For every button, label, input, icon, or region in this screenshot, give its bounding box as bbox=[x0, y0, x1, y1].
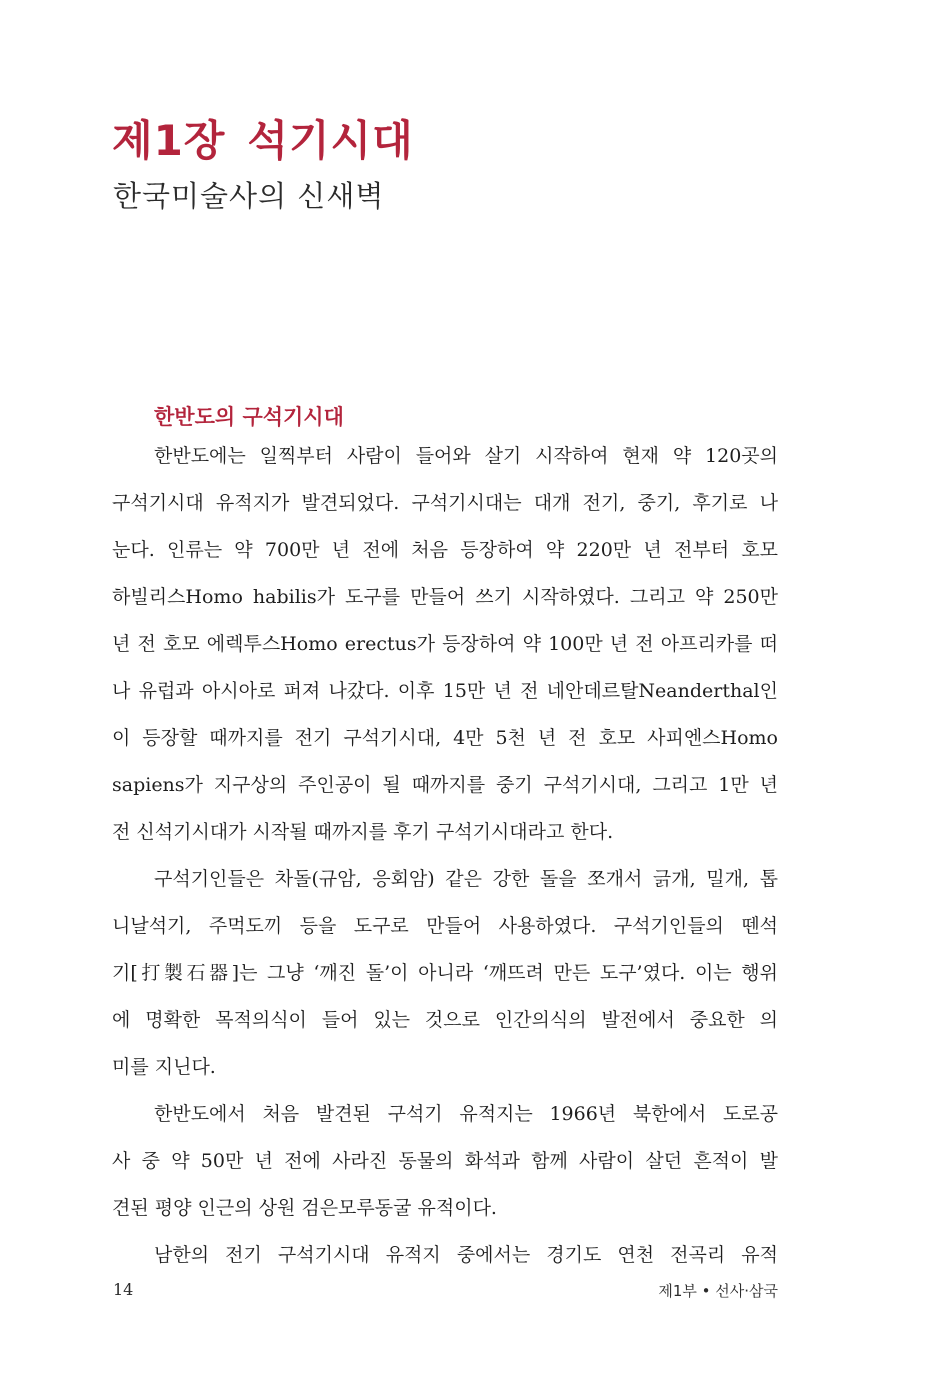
paragraph-2-line-1: 구석기인들은 차돌(규암, 응회암) 같은 강한 돌을 쪼개서 긁개, 밀개, 톱 bbox=[154, 868, 778, 890]
paragraph-1-line-9: 전 신석기시대가 시작될 때까지를 후기 구석기시대라고 한다. bbox=[112, 821, 614, 843]
chapter-label: 제1장 bbox=[112, 116, 226, 165]
paragraph-1-line-5: 년 전 호모 에렉투스Homo erectus가 등장하여 약 100만 년 전 아프리카를 떠 bbox=[112, 633, 778, 655]
paragraph-3-line-2: 사 중 약 50만 년 전에 사라진 동물의 화석과 함께 사람이 살던 흔적이 발 bbox=[112, 1150, 778, 1172]
paragraph-2-line-2: 니날석기, 주먹도끼 등을 도구로 만들어 사용하였다. 구석기인들의 뗀석 bbox=[112, 915, 778, 937]
paragraph-2-line-3: 기[打製石器]는 그냥 ‘깨진 돌’이 아니라 ‘깨뜨려 만든 도구’였다. 이는 행위 bbox=[112, 962, 778, 984]
paragraph-1-line-7: 이 등장할 때까지를 전기 구석기시대, 4만 5천 년 전 호모 사피엔스Homo bbox=[112, 727, 778, 749]
paragraph-3-line-3: 견된 평양 인근의 상원 검은모루동굴 유적이다. bbox=[112, 1197, 497, 1219]
running-footer: 제1부 • 선사·삼국 bbox=[658, 1282, 778, 1300]
paragraph-1-line-3: 눈다. 인류는 약 700만 년 전에 처음 등장하여 약 220만 년 전부터 호모 bbox=[112, 539, 778, 561]
paragraph-2-line-4: 에 명확한 목적의식이 들어 있는 것으로 인간의식의 발전에서 중요한 의 bbox=[112, 1009, 778, 1031]
body-text bbox=[112, 438, 778, 1284]
paragraph-1-line-2: 구석기시대 유적지가 발견되었다. 구석기시대는 대개 전기, 중기, 후기로 나 bbox=[112, 492, 778, 514]
paragraph-1-line-1: 한반도에는 일찍부터 사람이 들어와 살기 시작하여 현재 약 120곳의 bbox=[154, 445, 778, 467]
chapter-name: 석기시대 bbox=[247, 116, 414, 165]
paragraph-3-line-1: 한반도에서 처음 발견된 구석기 유적지는 1966년 북한에서 도로공 bbox=[154, 1103, 778, 1125]
page-number: 14 bbox=[113, 1280, 134, 1299]
paragraph-1-line-6: 나 유럽과 아시아로 퍼져 나갔다. 이후 15만 년 전 네안데르탈Neanderthal인 bbox=[112, 680, 778, 702]
paragraph-1-line-4: 하빌리스Homo habilis가 도구를 만들어 쓰기 시작하였다. 그리고 약 250만 bbox=[112, 586, 778, 608]
paragraph-4-line-1: 남한의 전기 구석기시대 유적지 중에서는 경기도 연천 전곡리 유적 bbox=[154, 1244, 778, 1266]
chapter-title bbox=[112, 108, 414, 168]
paragraph-2-line-5: 미를 지닌다. bbox=[112, 1056, 216, 1078]
paragraph-1-line-8: sapiens가 지구상의 주인공이 될 때까지를 중기 구석기시대, 그리고 1만 년 bbox=[112, 774, 778, 796]
section-heading: 한반도의 구석기시대 bbox=[154, 405, 344, 429]
chapter-subtitle: 한국미술사의 신새벽 bbox=[113, 179, 385, 213]
